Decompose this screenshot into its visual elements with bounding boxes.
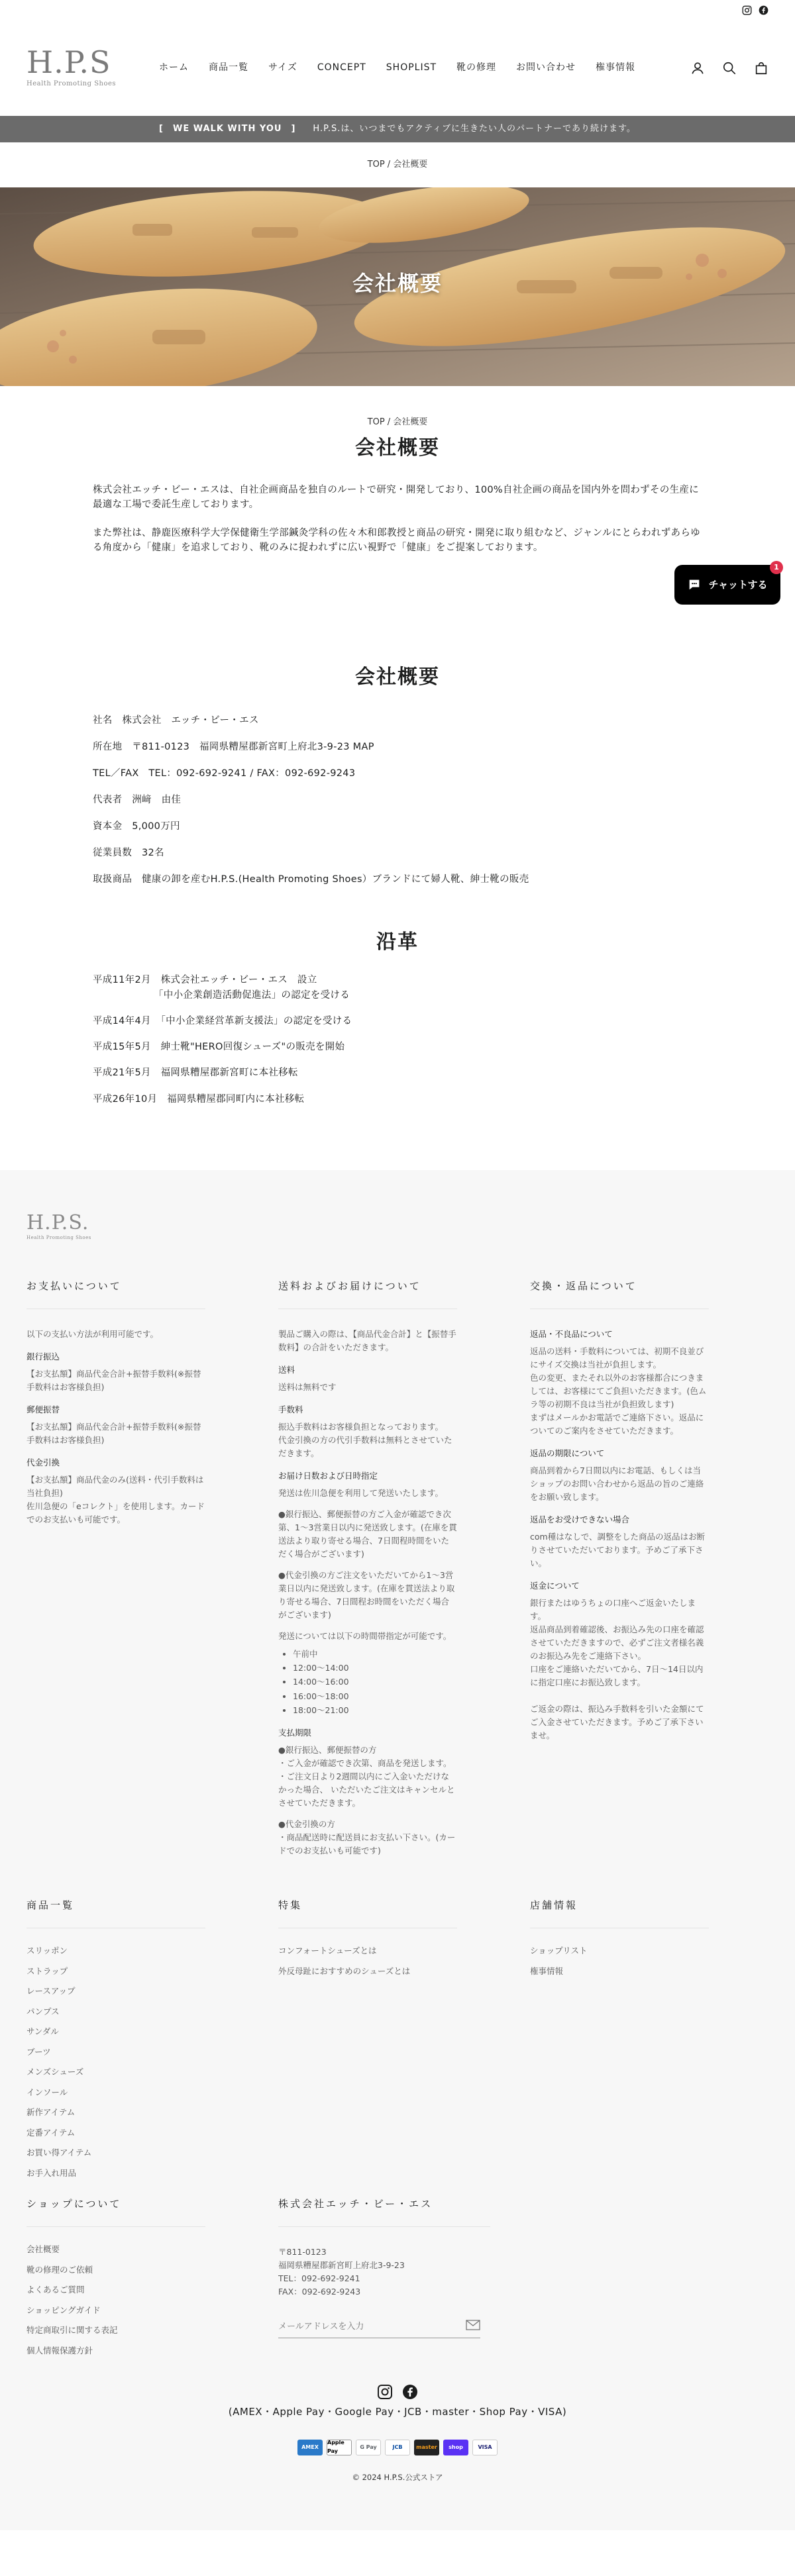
company-line: TEL：092-692-9241 xyxy=(278,2273,360,2284)
history-section xyxy=(93,926,702,1107)
shipping-text: ●代金引換の方 ・商品配送時に配送員にお支払い下さい。(カードでのお支払いも可能です) xyxy=(278,1819,456,1856)
returns-sub: 返品・不良品について xyxy=(530,1328,613,1339)
shipping-sub: 手数料 xyxy=(278,1404,303,1414)
stores-heading: 店舗情報 xyxy=(530,1897,709,1928)
history-line: 平成15年5月 紳士靴"HERO回復シューズ"の販売を開始 xyxy=(93,1042,345,1053)
shipping-text: ●銀行振込、郵便振替の方ご入金が確認でき次第、1〜3営業日以内に発送致します。(在庫を貫送法より取り寄せる場合、7日間程時間をいただく場合がございます) xyxy=(278,1509,457,1559)
newsletter-form xyxy=(278,2317,480,2338)
site-header xyxy=(0,20,795,116)
breadcrumb: TOP / 会社概要 xyxy=(367,159,428,170)
delivery-time: • 午前中 xyxy=(293,1647,457,1661)
returns-column xyxy=(530,1278,709,1858)
products-column xyxy=(26,1897,205,2189)
instagram-icon[interactable] xyxy=(742,5,752,15)
breadcrumb-secondary: TOP / 会社概要 xyxy=(367,417,428,427)
hero-title: 会社概要 xyxy=(352,271,443,296)
payment-sub: 銀行振込 xyxy=(26,1351,60,1362)
footer-link[interactable]: お手入れ用品 xyxy=(26,2167,77,2178)
shipping-intro: 製品ご購入の際は、【商品代金合計】と【振替手数料】の合計をいただきます。 xyxy=(278,1328,456,1352)
features-links xyxy=(278,1947,457,1975)
shop-pay-icon: shop xyxy=(443,2440,468,2455)
payment-sub: 代金引換 xyxy=(26,1457,60,1467)
footer-link[interactable]: レースアップ xyxy=(26,1986,76,1997)
company-address xyxy=(278,2246,490,2299)
footer-link[interactable]: ショップリスト xyxy=(530,1946,588,1956)
nav-home[interactable]: ホーム xyxy=(159,62,189,74)
history-row xyxy=(93,1092,702,1107)
payment-text: 【お支払額】商品代金合計+振替手数料(※振替手数料はお客様負担) xyxy=(26,1368,201,1392)
instagram-icon[interactable] xyxy=(377,2384,393,2400)
company-ceo-row: 代表者 洲﨑 由佳 xyxy=(93,795,182,806)
returns-sub: 返品をお受けできない場合 xyxy=(530,1514,630,1524)
delivery-time: • 12:00〜14:00 xyxy=(293,1661,457,1675)
mail-icon[interactable] xyxy=(466,2320,480,2336)
shipping-heading: 送料およびお届けについて xyxy=(278,1278,457,1309)
footer-link[interactable]: スリッポン xyxy=(26,1946,68,1956)
shipping-column xyxy=(278,1278,457,1858)
apple-pay-icon: Apple Pay xyxy=(327,2440,352,2455)
delivery-times-list xyxy=(278,1647,457,1717)
shipping-sub: 支払期限 xyxy=(278,1728,312,1738)
announcement-tag: [ WE WALK WITH YOU ] xyxy=(159,123,296,134)
features-heading: 特集 xyxy=(278,1897,457,1928)
returns-text: 商品到着から7日間以内にお電話、もしくは当ショップのお問い合わせから返品の旨のご連絡をお願い致します。 xyxy=(530,1465,704,1502)
footer-link[interactable]: ストラップ xyxy=(26,1965,68,1976)
page-title: 会社概要 xyxy=(355,436,440,460)
company-profile-title: 会社概要 xyxy=(355,665,440,689)
returns-text: 銀行またはゆうちょの口座へご返金いたします。 返品商品到着確認後、お振込み先の口座を確認させていただきますので、必ずご注文者様名義のお振込み先をご連絡下さい。 口座をご連絡いただいてから、7日〜14日以内に指定口座にお振込致します。 ご返金の際は、振込み手数料を引いた金額にてご入金させていただきます。予めご了承下さいませ。 xyxy=(530,1597,704,1740)
main-nav xyxy=(159,60,635,75)
footer-logo[interactable] xyxy=(26,1213,126,1242)
footer-link[interactable]: 個人情報保護方針 xyxy=(26,2345,93,2355)
shop-heading: ショップについて xyxy=(26,2196,205,2227)
history-row xyxy=(93,973,702,1003)
nav-size[interactable]: サイズ xyxy=(268,62,297,74)
footer-link-columns xyxy=(26,1897,768,2189)
company-line: 福岡県糟屋郡新宮町上府北3-9-23 xyxy=(278,2260,405,2271)
account-icon[interactable] xyxy=(690,61,705,75)
history-row xyxy=(93,1040,702,1055)
payment-sub: 郵便振替 xyxy=(26,1404,60,1414)
delivery-time: • 18:00〜21:00 xyxy=(293,1703,457,1717)
shop-links xyxy=(26,2246,205,2355)
company-capital-row: 資本金 5,000万円 xyxy=(93,821,180,832)
google-pay-icon: G Pay xyxy=(356,2440,381,2455)
nav-repair[interactable]: 靴の修理 xyxy=(456,62,497,74)
intro-paragraph: 株式会社エッチ・ビー・エスは、自社企画商品を独自のルートで研究・開発しており、100%自社企画の商品を国内外を問わずその生産に最適な工場で委託生産しております。 xyxy=(93,484,699,511)
payment-text: 【お支払額】商品代金合計+振替手数料(※振替手数料はお客様負担) xyxy=(26,1421,201,1445)
shipping-sub: お届け日数および日時指定 xyxy=(278,1470,378,1481)
company-tel-row: TEL／FAX TEL：092-692-9241 / FAX：092-692-9243 xyxy=(93,768,356,779)
company-line: 〒811-0123 xyxy=(278,2247,327,2257)
history-line: 平成14年4月 「中小企業経営革新支援法」の認定を受ける xyxy=(93,1016,352,1027)
copyright: © 2024 H.P.S.公式ストア xyxy=(352,2473,443,2483)
history-title: 沿革 xyxy=(376,930,419,954)
payment-heading: お支払いについて xyxy=(26,1278,205,1309)
footer-link[interactable]: ショッピングガイド xyxy=(26,2304,101,2315)
shipping-text: 発送については以下の時間帯指定が可能です。 xyxy=(278,1630,452,1641)
footer-logo-tagline: Health Promoting Shoes xyxy=(26,1234,91,1240)
site-footer xyxy=(0,1170,795,2530)
shipping-text: ●代金引換の方ご注文をいただいてから1〜3営業日以内に発送致します。(在庫を貫送法より取り寄せる場合、7日間程お時間をいただく場合がございます) xyxy=(278,1569,455,1620)
footer-link[interactable]: メンズシューズ xyxy=(26,2067,84,2077)
footer-link[interactable]: 靴の修理のご依頼 xyxy=(26,2264,93,2275)
company-line: FAX：092-692-9243 xyxy=(278,2287,361,2297)
returns-heading: 交換・返品について xyxy=(530,1278,709,1309)
company-heading: 株式会社エッチ・ビー・エス xyxy=(278,2196,490,2227)
footer-link[interactable]: サンダル xyxy=(26,2026,59,2037)
footer-link[interactable]: よくあるご質問 xyxy=(26,2285,85,2295)
footer-info-columns xyxy=(26,1278,768,1858)
site-logo[interactable] xyxy=(26,44,126,89)
footer-link[interactable]: 会社概要 xyxy=(26,2244,60,2255)
history-line: 「中小企業創造活動促進法」の認定を受ける xyxy=(154,989,350,1001)
nav-concept[interactable]: CONCEPT xyxy=(317,62,366,74)
email-input[interactable]: メールアドレスを入力 xyxy=(278,2322,364,2332)
amex-icon: AMEX xyxy=(297,2440,323,2455)
hero-banner xyxy=(0,187,795,386)
facebook-icon[interactable] xyxy=(759,5,768,15)
footer-link[interactable]: 新作アイテム xyxy=(26,2107,76,2118)
shop-column xyxy=(26,2196,205,2367)
footer-link[interactable]: 権事情報 xyxy=(530,1965,564,1976)
chat-label: チャットする xyxy=(708,579,768,591)
top-social-bar xyxy=(0,0,795,20)
cart-icon[interactable] xyxy=(754,61,768,75)
stores-links xyxy=(530,1947,709,1975)
company-name-row: 社名 株式会社 エッチ・ビー・エス xyxy=(93,715,259,726)
footer-shop-columns xyxy=(26,2196,768,2367)
announcement-text: H.P.S.は、いつまでもアクティブに生きたい人のパートナーであり続けます。 xyxy=(313,123,636,134)
history-line: 平成21年5月 福岡県糟屋郡新宮町に本社移転 xyxy=(93,1067,298,1079)
intro-paragraph: また弊社は、静鹿医療科学大学保健衛生学部鍼灸学科の佐々木和郎教授と商品の研究・開発に取り組むなど、ジャンルにとらわれずあらゆる角度から「健康」を追求しており、靴のみに捉われずに広い視野で「健康」をご提案しております。 xyxy=(93,527,700,554)
footer-link[interactable]: 特定商取引に関する表記 xyxy=(26,2325,118,2336)
nav-shoplist[interactable]: SHOPLIST xyxy=(386,62,437,74)
payment-column xyxy=(26,1278,205,1858)
returns-sub: 返品の期限について xyxy=(530,1448,605,1458)
shipping-text: 振込手数料はお客様負担となっております。 代金引換の方の代引手数料は無料とさせていただきます。 xyxy=(278,1421,452,1458)
payment-cards xyxy=(26,2440,768,2455)
logo-mark: H.P.S xyxy=(26,44,111,80)
company-profile-section xyxy=(93,556,702,1107)
shipping-text: 発送は佐川急便を利用して発送いたします。 xyxy=(278,1487,444,1498)
facebook-icon[interactable] xyxy=(402,2384,418,2400)
shipping-text: 送料は無料です xyxy=(278,1381,337,1392)
visa-icon: VISA xyxy=(472,2440,498,2455)
returns-sub: 返金について xyxy=(530,1580,580,1591)
company-products-row: 取扱商品 健康の卸を産むH.P.S.(Health Promoting Shoes）ブランドにて婦人靴、紳士靴の販売 xyxy=(93,874,529,885)
announcement-bar xyxy=(0,116,795,142)
history-row xyxy=(93,1014,702,1029)
nav-info[interactable]: 権事情報 xyxy=(596,62,636,74)
shipping-text: ●銀行振込、郵便振替の方 ・ご入金が確認でき次第、商品を発送します。 ・ご注文日より2週間以内にご入金いただけなかった場合、 いただいたご注文はキャンセルとさせていただきます。 xyxy=(278,1745,455,1808)
chat-bubble-icon xyxy=(687,577,702,592)
mastercard-icon: master xyxy=(414,2440,439,2455)
intro-section xyxy=(93,386,702,556)
footer-link[interactable]: 定番アイテム xyxy=(26,2127,76,2138)
history-line: 平成26年10月 福岡県糟屋郡同町内に本社移転 xyxy=(93,1093,305,1105)
history-line: 平成11年2月 株式会社エッチ・ビー・エス 設立 xyxy=(93,974,317,985)
footer-logo-mark: H.P.S. xyxy=(26,1211,89,1234)
shipping-sub: 送料 xyxy=(278,1364,295,1375)
payment-text: 【お支払額】商品代金のみ(送料・代引手数料は当社負担) 佐川急便の「eコレクト」を使用します。カードでのお支払いも可能です。 xyxy=(26,1474,205,1524)
search-icon[interactable] xyxy=(722,61,737,75)
jcb-icon: JCB xyxy=(385,2440,410,2455)
stores-column xyxy=(530,1897,709,2189)
company-address-row: 所在地 〒811-0123 福岡県糟屋郡新宮町上府北3-9-23 MAP xyxy=(93,742,374,753)
returns-text: com種はなしで、調整をした商品の返品はお断りさせていただいております。予めご了承下さい。 xyxy=(530,1531,705,1568)
delivery-time: • 14:00〜16:00 xyxy=(293,1675,457,1689)
footer-link[interactable]: お買い得アイテム xyxy=(26,2148,92,2158)
company-employees-row: 従業員数 32名 xyxy=(93,848,164,859)
footer-link[interactable]: パンプス xyxy=(26,2006,60,2016)
nav-products[interactable]: 商品一覧 xyxy=(209,62,248,74)
payment-methods-text: (AMEX・Apple Pay・Google Pay・JCB・master・Shop Pay・VISA) xyxy=(228,2406,567,2418)
products-links xyxy=(26,1947,205,2177)
returns-text: 返品の送料・手数料については、初期不良並びにサイズ交換は当社が負担します。 色の変更、またそれ以外のお客様都合につきましては、お客様にてご負担いただきます。(色ムラ等の初期不良は当社が負担致します) まずはメールかお電話でご連絡下さい。返品についてのご案内をさせていただきます。 xyxy=(530,1346,707,1436)
chat-badge: 1 xyxy=(770,561,783,574)
footer-link[interactable]: コンフォートシューズとは xyxy=(278,1946,377,1956)
nav-contact[interactable]: お問い合わせ xyxy=(516,62,576,74)
footer-link[interactable]: インソール xyxy=(26,2087,68,2097)
footer-link[interactable]: 外反母趾におすすめのシューズとは xyxy=(278,1965,411,1976)
logo-tagline: Health Promoting Shoes xyxy=(26,79,117,87)
history-row xyxy=(93,1065,702,1081)
company-column xyxy=(278,2196,490,2367)
features-column xyxy=(278,1897,457,2189)
header-icons xyxy=(690,61,768,75)
footer-link[interactable]: ブーツ xyxy=(26,2046,51,2057)
footer-social xyxy=(26,2384,768,2400)
chat-button[interactable] xyxy=(674,565,780,605)
payment-intro: 以下の支払い方法が利用可能です。 xyxy=(26,1328,159,1339)
delivery-time: • 16:00〜18:00 xyxy=(293,1689,457,1703)
products-heading: 商品一覧 xyxy=(26,1897,205,1928)
